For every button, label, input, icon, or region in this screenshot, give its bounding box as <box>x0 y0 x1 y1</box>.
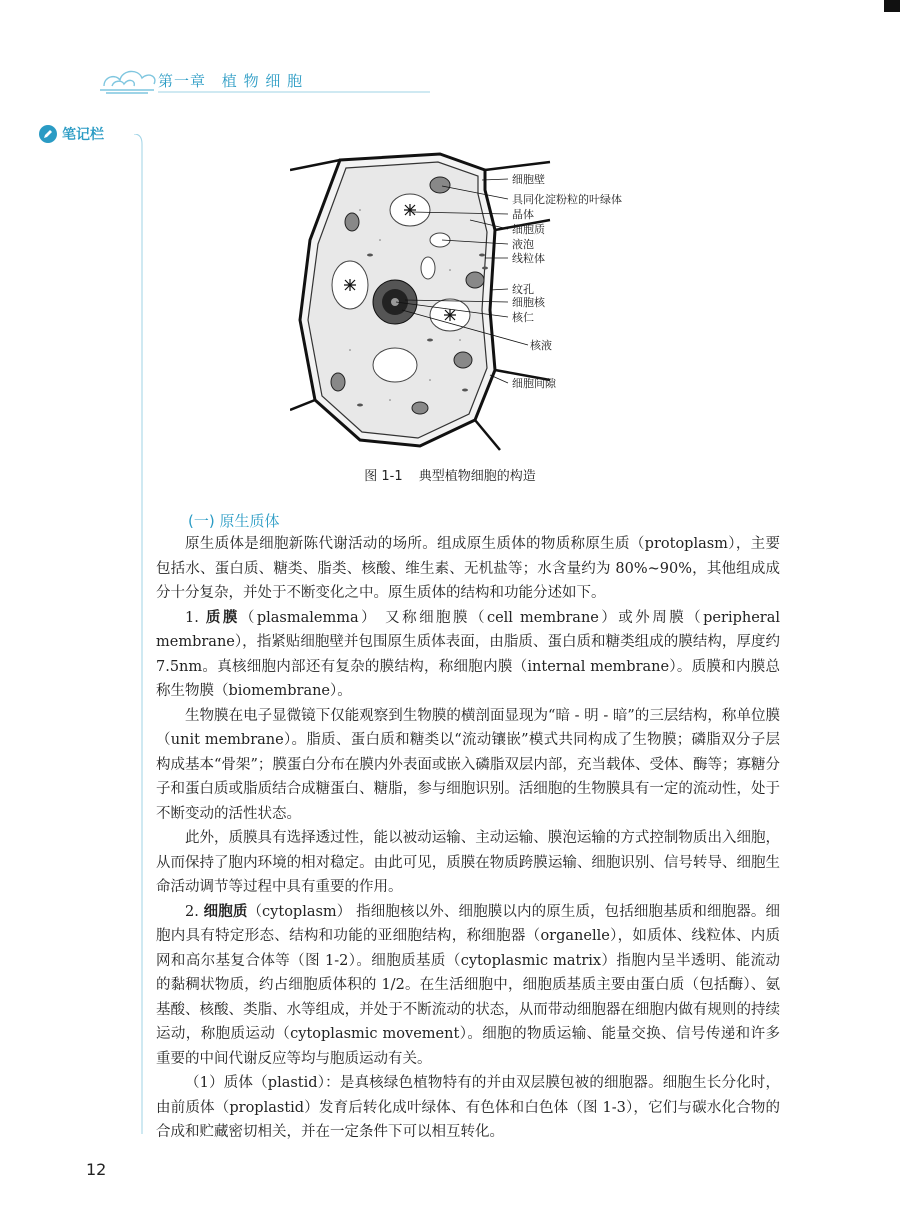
chapter-title: 植 物 细 胞 <box>221 72 304 90</box>
paragraph-text: （plasmalemma） 又称细胞膜（cell membrane）或外周膜（peripheral membrane），指紧贴细胞壁并包围原生质体表面，由脂质、蛋白质和糖类组成的膜结构，厚度约 7.5nm。真核细胞内部还有复杂的膜结构，称细胞内膜（internal membrane）。质膜和内膜总称生物膜（biomembrane）。 <box>156 609 781 699</box>
fig-label-mitochondria: 线粒体 <box>512 252 545 265</box>
fig-label-nucleolus: 核仁 <box>512 311 534 324</box>
page-number: 12 <box>86 1160 107 1179</box>
plant-cell-diagram <box>290 150 670 455</box>
figure-caption-text: 典型植物细胞的构造 <box>418 469 536 484</box>
paragraph-text: （cytoplasm） 指细胞核以外、细胞膜以内的原生质，包括细胞基质和细胞器。细胞内具有特定形态、结构和功能的亚细胞结构，称细胞器（organelle），如质体、线粒体、内质网和高尔基复合体等（图 1-2）。细胞质基质（cytoplasmic matrix）指胞内呈半透明、能流动的黏稠状物质，约占细胞质体积的 1/2。在生活细胞中，细胞质基质主要由蛋白质（包括酶）、氨基酸、核酸、类脂、水等组成，并处于不断流动的状态，从而带动细胞器在细胞内做有规则的持续运动，称胞质运动（cytoplasmic movement）。细胞的物质运输、能量交换、信号传递和许多重要的中间代谢反应等均与胞质运动有关。 <box>156 903 781 1067</box>
term-cytoplasm: 细胞质 <box>203 903 248 920</box>
item-number: 2. <box>185 903 204 920</box>
figure-caption-number: 图 1-1 <box>364 469 403 484</box>
notes-column-badge <box>38 124 104 144</box>
fig-label-vacuole: 液泡 <box>512 238 534 251</box>
body-text <box>156 532 780 1145</box>
term-plasmalemma: 质膜 <box>205 609 240 626</box>
corner-mark <box>884 0 900 12</box>
figure-caption <box>0 465 900 484</box>
item-number: 1. <box>185 609 206 626</box>
fig-label-cell-wall: 细胞壁 <box>512 173 545 186</box>
paragraph: 此外，质膜具有选择透过性，能以被动运输、主动运输、膜泡运输的方式控制物质出入细胞，从而保持了胞内环境的相对稳定。由此可见，质膜在物质跨膜运输、细胞识别、信号转导、细胞生命活动调节等过程中具有重要的作用。 <box>156 830 780 895</box>
paragraph: （1）质体（plastid）：是真核绿色植物特有的并由双层膜包被的细胞器。细胞生长分化时，由前质体（proplastid）发育后转化成叶绿体、有色体和白色体（图 1-3），它们与碳水化合物的合成和贮藏密切相关，并在一定条件下可以相互转化。 <box>156 1075 780 1140</box>
fig-label-chloroplast: 具同化淀粉粒的叶绿体 <box>512 193 622 206</box>
fig-label-cytoplasm: 细胞质 <box>512 223 545 236</box>
notes-margin-line <box>134 134 144 1134</box>
fig-label-pit: 纹孔 <box>512 283 534 296</box>
notes-pencil-icon <box>38 124 58 144</box>
section-heading: (一) 原生质体 <box>188 512 280 530</box>
notes-label: 笔记栏 <box>62 127 104 143</box>
paragraph: 生物膜在电子显微镜下仅能观察到生物膜的横剖面显现为“暗 - 明 - 暗”的三层结构，称单位膜（unit membrane）。脂质、蛋白质和糖类以“流动镶嵌”模式共同构成了生物膜；磷脂双分子层构成基本“骨架”；膜蛋白分布在膜内外表面或嵌入磷脂双层内部，充当载体、受体、酶等；寡糖分子和蛋白质或脂质结合成糖蛋白、糖脂，参与细胞识别。活细胞的生物膜具有一定的流动性，处于不断变动的活性状态。 <box>156 707 780 822</box>
fig-label-crystal: 晶体 <box>512 208 534 221</box>
fig-label-intercellular-space: 细胞间隙 <box>512 377 556 390</box>
fig-label-nucleus: 细胞核 <box>512 296 545 309</box>
fig-label-nuclear-sap: 核液 <box>530 339 552 352</box>
chapter-number: 第一章 <box>158 72 207 90</box>
paragraph: 原生质体是细胞新陈代谢活动的场所。组成原生质体的物质称原生质（protoplasm），主要包括水、蛋白质、糖类、脂类、核酸、维生素、无机盐等；水含量约为 80%~90%，其他组成成分十分复杂，并处于不断变化之中。原生质体的结构和功能分述如下。 <box>156 536 780 601</box>
paragraph <box>156 900 780 1072</box>
running-header <box>158 70 313 91</box>
paragraph <box>156 606 780 704</box>
